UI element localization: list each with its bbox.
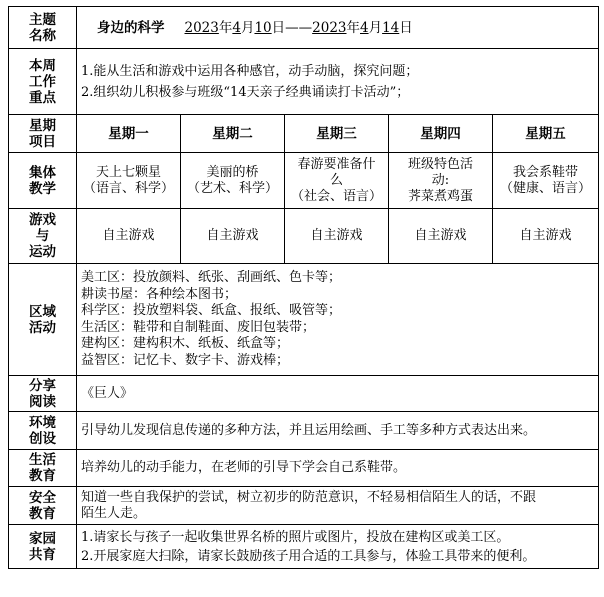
start-month: 4 [232, 19, 241, 36]
weekday-row [9, 115, 599, 153]
share-label: 分享 阅读 [9, 376, 77, 412]
environment-row [9, 412, 599, 450]
end-month: 4 [360, 19, 369, 36]
group-teaching-tuesday: 美丽的桥 （艺术、科学） [181, 153, 285, 209]
area-cell [77, 264, 599, 376]
home-label: 家园 共育 [9, 525, 77, 569]
area-item: 益智区：记忆卡、数字卡、游戏棒； [81, 352, 290, 368]
share-row [9, 376, 599, 412]
focus-item: 1.能从生活和游戏中运用各种感官，动手动脑，探究问题； [81, 63, 419, 79]
end-year: 2023 [312, 19, 347, 36]
home-row [9, 525, 599, 569]
start-day: 10 [254, 19, 272, 36]
theme-label: 主题 名称 [9, 7, 77, 49]
game-friday: 自主游戏 [493, 209, 599, 264]
home-item: 2.开展家庭大扫除，请家长鼓励孩子用合适的工具参与，体验工具带来的便利。 [81, 548, 536, 564]
environment-cell: 引导幼儿发现信息传递的多种方法，并且运用绘画、手工等多种方式表达出来。 [77, 412, 599, 450]
life-label: 生活 教育 [9, 450, 77, 487]
days-label: 星期 项目 [9, 115, 77, 153]
weekday-monday: 星期一 [77, 115, 181, 153]
focus-label: 本周 工作 重点 [9, 49, 77, 115]
area-label: 区域 活动 [9, 264, 77, 376]
weekday-wednesday: 星期三 [285, 115, 389, 153]
safety-label: 安全 教育 [9, 487, 77, 525]
share-reading-cell: 《巨人》 [77, 376, 599, 412]
area-item: 科学区：投放塑料袋、纸盒、报纸、吸管等； [81, 303, 342, 318]
weekday-thursday: 星期四 [389, 115, 493, 153]
end-day: 14 [382, 19, 400, 36]
group-teaching-thursday: 班级特色活 动: 荠菜煮鸡蛋 [389, 153, 493, 209]
safety-row [9, 487, 599, 525]
group-label: 集体 教学 [9, 153, 77, 209]
group-teaching-row [9, 153, 599, 209]
area-item: 耕读书屋：各种绘本图书； [81, 286, 238, 302]
group-teaching-wednesday: 春游要准备什 么 （社会、语言） [285, 153, 389, 209]
game-wednesday: 自主游戏 [285, 209, 389, 264]
start-year: 2023 [184, 19, 219, 36]
home-item: 1.请家长与孩子一起收集世界名桥的照片或图片，投放在建构区或美工区。 [81, 529, 510, 545]
focus-item: 2.组织幼儿积极参与班级“14天亲子经典诵读打卡活动”； [81, 84, 410, 100]
theme-title: 身边的科学 [97, 19, 165, 36]
area-item: 建构区：建构积木、纸板、纸盒等； [81, 336, 290, 351]
game-monday: 自主游戏 [77, 209, 181, 264]
focus-row [9, 49, 599, 115]
group-teaching-friday: 我会系鞋带 （健康、语言） [493, 153, 599, 209]
life-row [9, 450, 599, 487]
life-education-cell: 培养幼儿的动手能力，在老师的引导下学会自己系鞋带。 [77, 450, 599, 487]
area-row [9, 264, 599, 376]
area-item: 生活区：鞋带和自制鞋面、废旧包装带； [81, 319, 316, 335]
theme-cell: 身边的科学 2023年4月10日——2023年4月14日 [77, 7, 599, 49]
focus-cell [77, 49, 599, 115]
weekly-plan-table [8, 6, 599, 569]
weekday-friday: 星期五 [493, 115, 599, 153]
game-label: 游戏 与 运动 [9, 209, 77, 264]
home-coeducation-cell [77, 525, 599, 569]
safety-education-cell: 知道一些自我保护的尝试，树立初步的防范意识，不轻易相信陌生人的话，不跟 陌生人走。 [77, 487, 599, 525]
theme-row [9, 7, 599, 49]
weekday-tuesday: 星期二 [181, 115, 285, 153]
game-row [9, 209, 599, 264]
game-tuesday: 自主游戏 [181, 209, 285, 264]
game-thursday: 自主游戏 [389, 209, 493, 264]
area-item: 美工区：投放颜料、纸张、刮画纸、色卡等； [81, 270, 342, 285]
group-teaching-monday: 天上七颗星 （语言、科学） [77, 153, 181, 209]
env-label: 环境 创设 [9, 412, 77, 450]
